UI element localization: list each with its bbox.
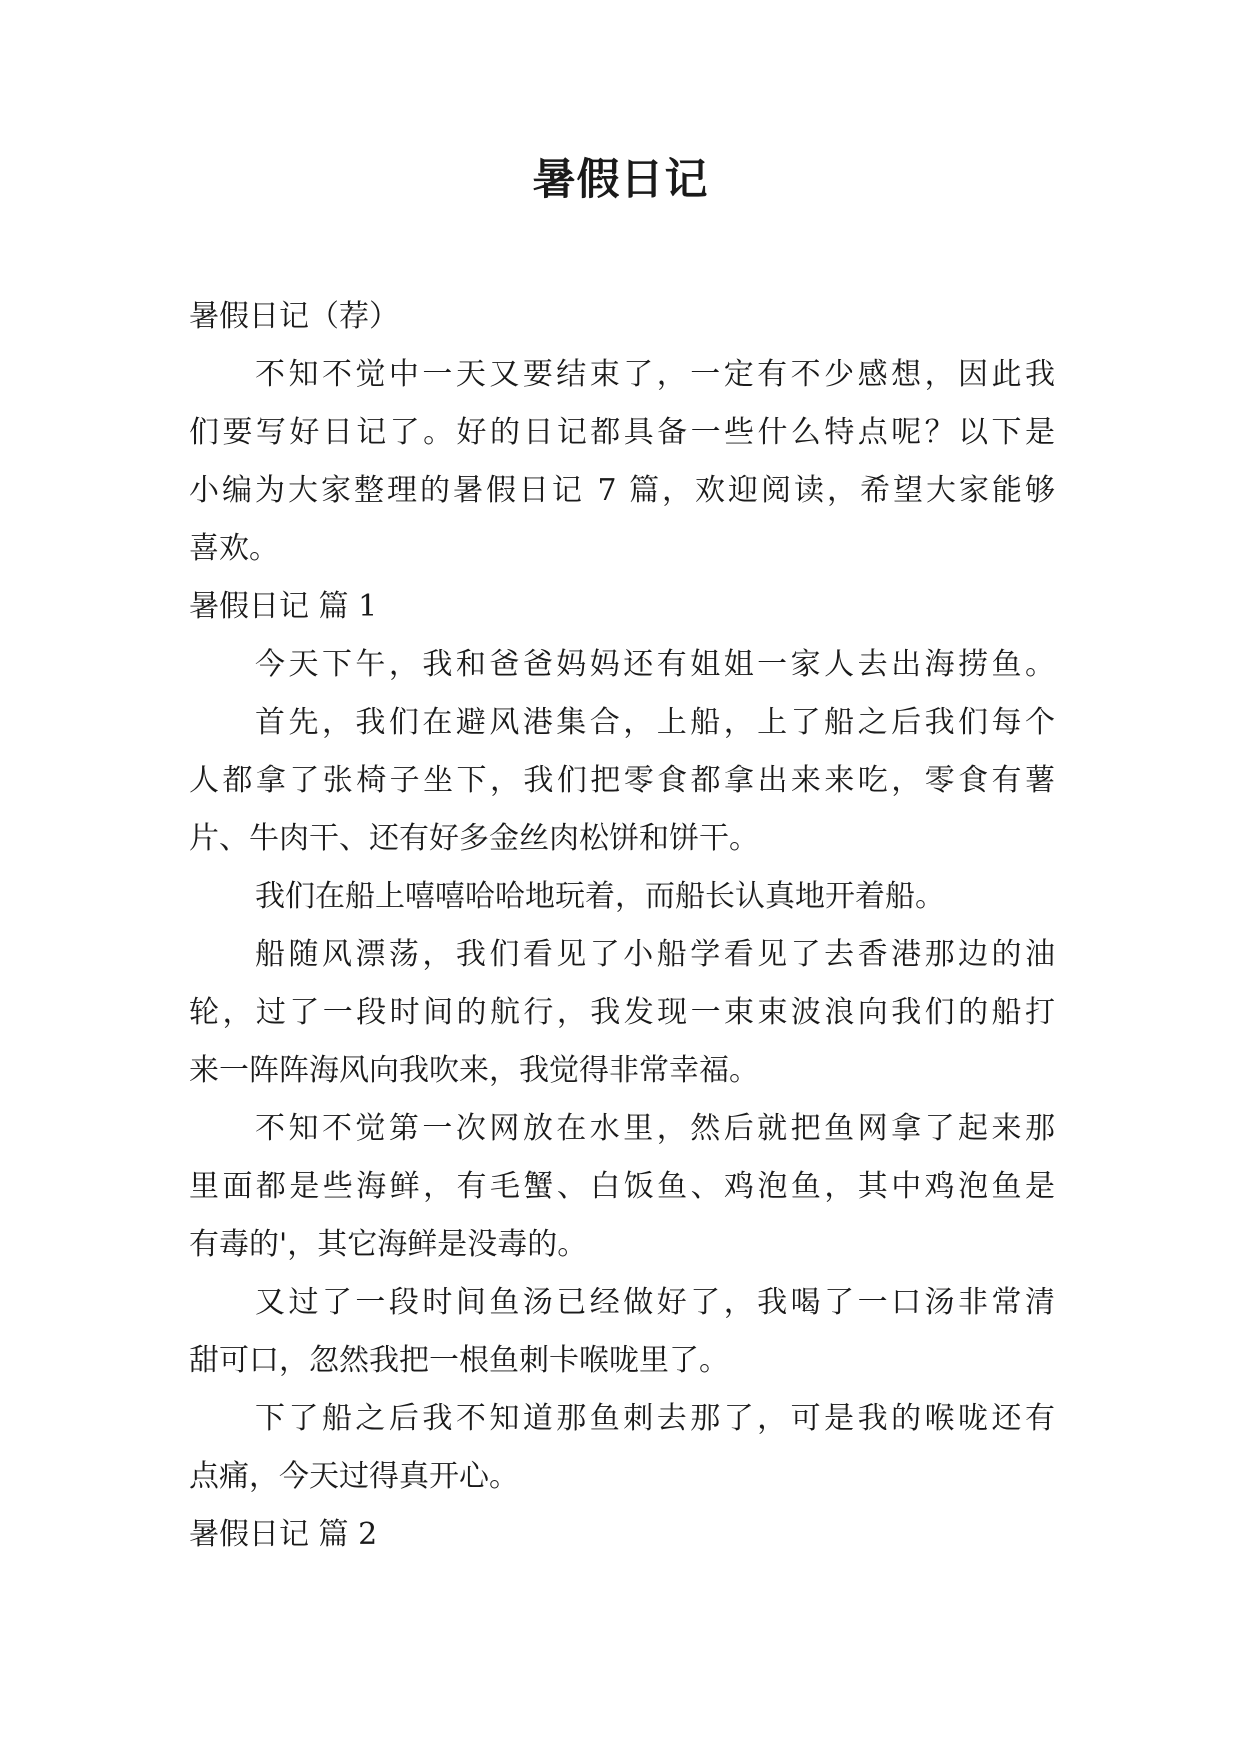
document-title: 暑假日记	[532, 155, 709, 205]
document-body	[189, 288, 1055, 1564]
text-line: 来一阵阵海风向我吹来，我觉得非常幸福。	[189, 1053, 759, 1088]
text-line: 轮，过了一段时间的航行，我发现一束束波浪向我们的船打	[189, 995, 1055, 1030]
text-line: 小编为大家整理的暑假日记 7 篇，欢迎阅读，希望大家能够	[189, 473, 1055, 508]
text-line: 不知不觉第一次网放在水里，然后就把鱼网拿了起来那	[255, 1111, 1055, 1146]
text-line: 又过了一段时间鱼汤已经做好了，我喝了一口汤非常清	[255, 1285, 1055, 1320]
text-line: 点痛，今天过得真开心。	[189, 1459, 519, 1494]
text-line: 下了船之后我不知道那鱼刺去那了，可是我的喉咙还有	[255, 1401, 1055, 1436]
text-line: 有毒的'，其它海鲜是没毒的。	[189, 1227, 588, 1262]
text-line: 首先，我们在避风港集合，上船，上了船之后我们每个	[255, 705, 1055, 740]
text-line: 里面都是些海鲜，有毛蟹、白饭鱼、鸡泡鱼，其中鸡泡鱼是	[189, 1169, 1055, 1204]
text-line: 船随风漂荡，我们看见了小船学看见了去香港那边的油	[255, 937, 1055, 972]
section-heading: 暑假日记 篇 1	[189, 589, 378, 624]
section-heading: 暑假日记 篇 2	[189, 1517, 378, 1552]
text-line: 今天下午，我和爸爸妈妈还有姐姐一家人去出海捞鱼。	[255, 647, 1055, 682]
text-line: 人都拿了张椅子坐下，我们把零食都拿出来来吃，零食有薯	[189, 763, 1055, 798]
text-line: 喜欢。	[189, 531, 279, 566]
text-line: 甜可口，忽然我把一根鱼刺卡喉咙里了。	[189, 1343, 729, 1378]
text-line: 不知不觉中一天又要结束了，一定有不少感想，因此我	[255, 357, 1055, 392]
section-heading: 暑假日记（荐）	[189, 299, 399, 334]
text-line: 们要写好日记了。好的日记都具备一些什么特点呢？以下是	[189, 415, 1055, 450]
text-line: 我们在船上嘻嘻哈哈地玩着，而船长认真地开着船。	[255, 879, 945, 914]
text-line: 片、牛肉干、还有好多金丝肉松饼和饼干。	[189, 821, 759, 856]
